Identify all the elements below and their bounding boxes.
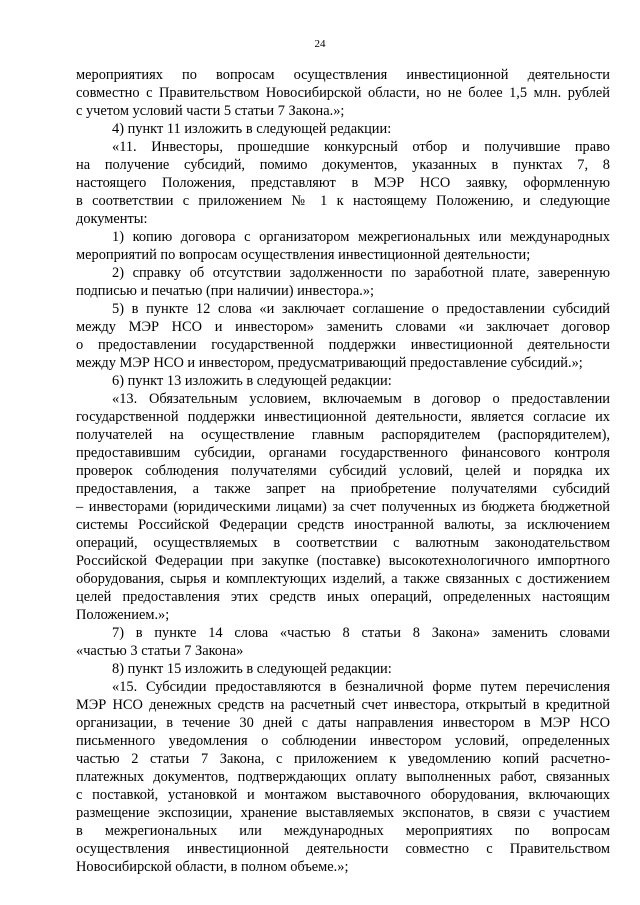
- text-line: 8) пункт 15 изложить в следующей редакции:: [112, 661, 392, 677]
- text-line: в соответствии с приложением № 1 к настоящему Положению, и следующие: [76, 193, 610, 209]
- text-line: с поставкой, установкой и монтажом выставочного оборудования, включающих: [76, 787, 610, 803]
- text-line: 5) в пункте 12 слова «и заключает соглашение о предоставлении субсидий: [112, 301, 610, 317]
- text-line: 7) в пункте 14 слова «частью 8 статьи 8 Закона» заменить словами: [112, 625, 610, 641]
- text-line: МЭР НСО денежных средств на расчетный счет инвестора, открытый в кредитной: [76, 697, 610, 713]
- text-line: Российской Федерации при закупке (поставке) высокотехнологичного импортного: [76, 553, 610, 569]
- text-line: Положением.»;: [76, 607, 170, 623]
- text-line: «частью 3 статьи 7 Закона»: [76, 643, 244, 659]
- text-line: системы Российской Федерации средств иностранной валюты, за исключением: [76, 517, 610, 533]
- text-line: платежных документов, подтверждающих оплату выполненных работ, связанных: [76, 769, 610, 785]
- text-line: получателей на осуществление главным распорядителем (распорядителем),: [76, 427, 610, 443]
- text-line: целей предоставления этих средств иных операций, определенных настоящим: [76, 589, 610, 605]
- text-line: мероприятий по вопросам осуществления инвестиционной деятельности;: [76, 247, 531, 263]
- text-line: – инвесторами (юридическими лицами) за счет полученных из бюджета бюджетной: [76, 499, 610, 515]
- text-line: мероприятиях по вопросам осуществления инвестиционной деятельности: [76, 67, 610, 83]
- text-line: подписью и печатью (при наличии) инвестора.»;: [76, 283, 375, 299]
- text-line: между МЭР НСО и инвестором» заменить словами «и заключает договор: [76, 319, 610, 335]
- text-line: осуществления инвестиционной деятельности совместно с Правительством: [76, 841, 610, 857]
- text-line: на получение субсидий, помимо документов, указанных в пунктах 7, 8: [76, 157, 610, 173]
- document-body: [76, 66, 610, 876]
- text-line: организации, в течение 30 дней с даты направления инвестором в МЭР НСО: [76, 715, 610, 731]
- text-line: Новосибирской области, в полном объеме.»;: [76, 859, 349, 875]
- text-line: размещение экспозиции, хранение выставляемых экспонатов, в связи с участием: [76, 805, 610, 821]
- text-line: «11. Инвесторы, прошедшие конкурсный отбор и получившие право: [112, 139, 610, 155]
- text-line: о предоставлении государственной поддержки инвестиционной деятельности: [76, 337, 610, 353]
- text-line: между МЭР НСО и инвестором, предусматривающий предоставление субсидий.»;: [76, 355, 583, 371]
- text-line: документы:: [76, 211, 148, 227]
- text-line: государственной поддержки инвестиционной деятельности, является согласие их: [76, 409, 610, 425]
- text-line: 1) копию договора с организатором межрегиональных или международных: [112, 229, 610, 245]
- text-line: операций, осуществляемых в соответствии с валютным законодательством: [76, 535, 610, 551]
- text-line: предоставившим субсидии, органами государственного финансового контроля: [76, 445, 610, 461]
- text-line: «15. Субсидии предоставляются в безналичной форме путем перечисления: [112, 679, 610, 695]
- text-line: в межрегиональных или международных мероприятиях по вопросам: [76, 823, 610, 839]
- text-line: 2) справку об отсутствии задолженности по заработной плате, заверенную: [112, 265, 610, 281]
- text-line: 4) пункт 11 изложить в следующей редакции:: [112, 121, 392, 137]
- text-line: 6) пункт 13 изложить в следующей редакции:: [112, 373, 392, 389]
- text-line: оборудования, сырья и комплектующих изделий, а также связанных с достижением: [76, 571, 610, 587]
- text-line: проверок соблюдения получателями субсидий условий, целей и порядка их: [76, 463, 610, 479]
- text-line: «13. Обязательным условием, включаемым в договор о предоставлении: [112, 391, 610, 407]
- text-line: частью 2 статьи 7 Закона, с приложением к уведомлению копий расчетно-: [76, 751, 610, 767]
- text-line: совместно с Правительством Новосибирской области, но не более 1,5 млн. рублей: [76, 85, 610, 101]
- text-line: предоставления, а также запрет на приобретение получателями субсидий: [76, 481, 610, 497]
- text-line: с учетом условий части 5 статьи 7 Закона.»;: [76, 103, 345, 119]
- text-line: письменного уведомления о соблюдении инвестором условий, определенных: [76, 733, 610, 749]
- text-line: настоящего Положения, представляют в МЭР НСО заявку, оформленную: [76, 175, 610, 191]
- page-number: 24: [314, 38, 326, 50]
